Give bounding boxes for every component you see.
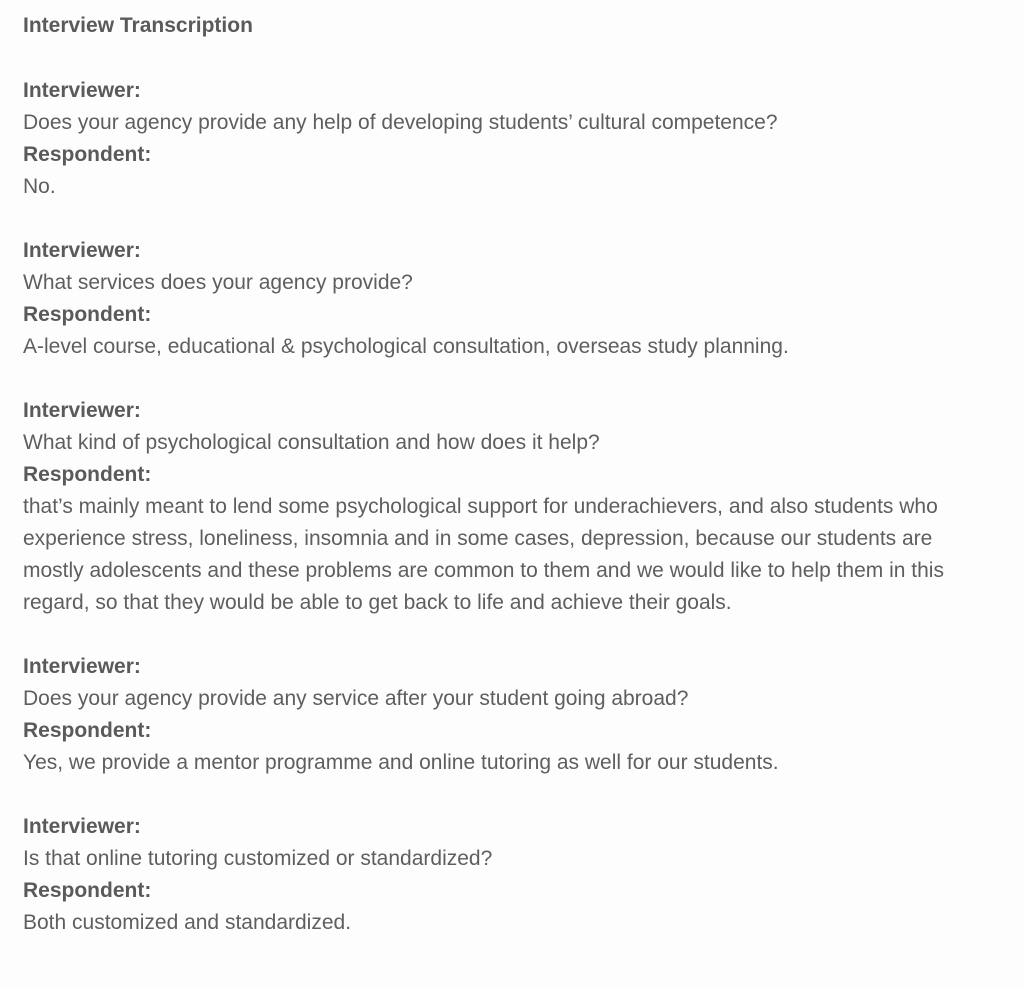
respondent-label: Respondent: (23, 303, 152, 326)
interviewer-question: Does your agency provide any help of developing students’ cultural competence? (23, 111, 778, 134)
interviewer-label: Interviewer: (23, 815, 141, 838)
exchange-4 (23, 651, 990, 779)
interviewer-question: What services does your agency provide? (23, 271, 413, 294)
interviewer-label: Interviewer: (23, 399, 141, 422)
respondent-label: Respondent: (23, 879, 152, 902)
respondent-label: Respondent: (23, 143, 152, 166)
respondent-answer: Both customized and standardized. (23, 911, 352, 934)
respondent-answer: A-level course, educational & psychological consultation, overseas study planning. (23, 335, 789, 358)
interviewer-question: What kind of psychological consultation and how does it help? (23, 431, 600, 454)
interviewer-question: Does your agency provide any service after your student going abroad? (23, 687, 689, 710)
exchange-3 (23, 395, 990, 619)
respondent-answer: No. (23, 175, 56, 198)
exchange-1 (23, 75, 990, 203)
respondent-answer: Yes, we provide a mentor programme and online tutoring as well for our students. (23, 751, 779, 774)
interviewer-question: Is that online tutoring customized or standardized? (23, 847, 493, 870)
interviewer-label: Interviewer: (23, 79, 141, 102)
respondent-answer: that’s mainly meant to lend some psychological support for underachievers, and also students who experience stress, loneliness, insomnia and in some cases, depression, because our students are mostly adolescents and these problems are common to them and we would like to help them in this regard, so that they would be able to get back to life and achieve their goals. (23, 495, 944, 614)
respondent-label: Respondent: (23, 719, 152, 742)
respondent-label: Respondent: (23, 463, 152, 486)
exchange-5 (23, 811, 990, 939)
document-title: Interview Transcription (23, 14, 253, 37)
exchange-2 (23, 235, 990, 363)
interviewer-label: Interviewer: (23, 655, 141, 678)
interviewer-label: Interviewer: (23, 239, 141, 262)
